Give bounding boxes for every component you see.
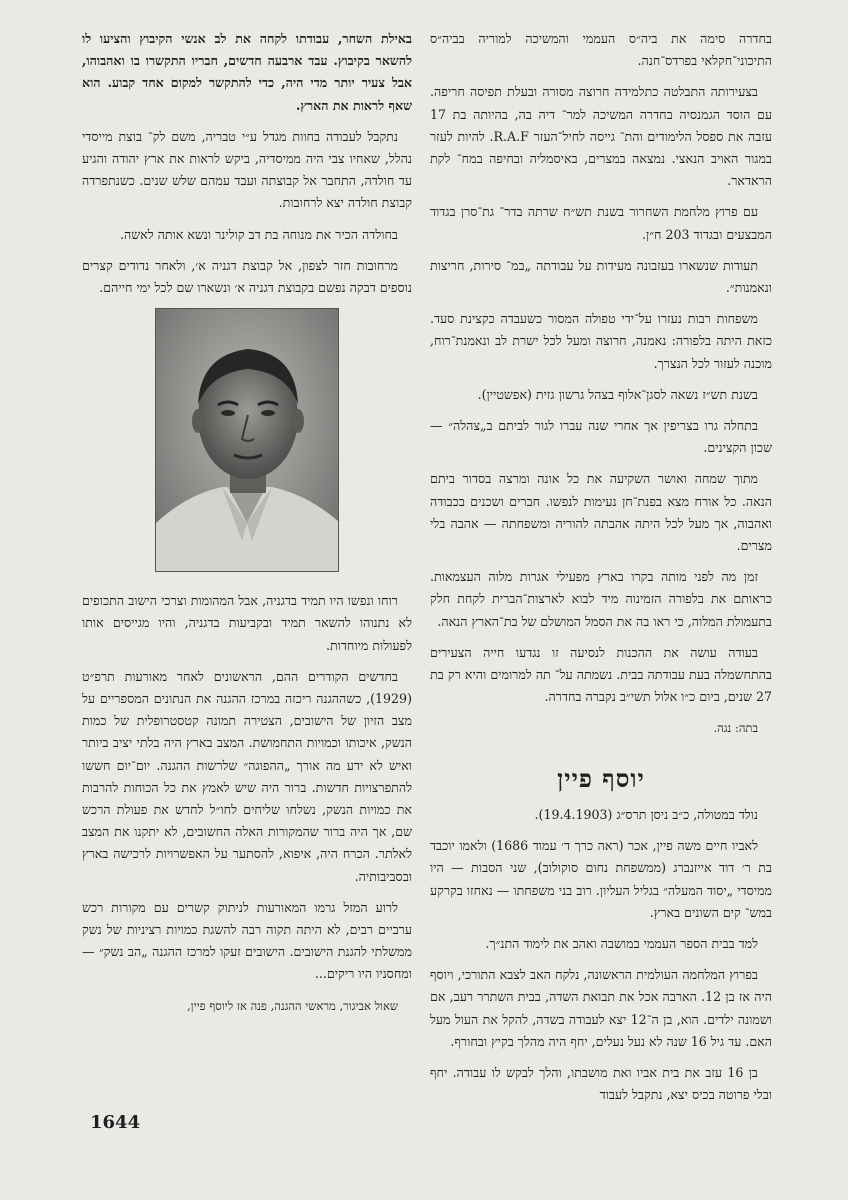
paragraph: בחדרה סימה את ביה״ס העממי והמשיכה למוריה בביה״ס התיכוני־חקלאי בפרדס־חנה. <box>430 31 772 69</box>
paragraph: בשנת תש״ז נשאה לסגן־אלוף בצהל גרשון גזית (אפשטיין). <box>477 386 758 402</box>
paragraph: נולד במטולה, כ״ב ניסן תרס״ג (19.4.1903). <box>534 806 758 822</box>
paragraph: בן 16 עזב את בית אביו ואת מושבתו, והלך לבקש לו עבודה. יחף ובלי פרוטה בכיס יצא, נתקבל לעבוד <box>430 1064 772 1103</box>
paragraph: בפרוץ המלחמה העולמית הראשונה, נלקח האב לצבא התורכי, ויוסף היה אז בן 12. הארבה אכל את תבואת השדה, בבית השתרר רעב, אם ושמונה ילדים. הוא, בן ה־12 יצא לעבודה בשדה, להקל את העול מעל האם. עד גיל 16 שנה לא נעל נעלים, יחף היה מהלך בקיץ ובחורף. <box>430 967 772 1049</box>
section-heading: יוסף פיין <box>557 763 645 793</box>
paragraph: לאביו חיים משה פיין, אכר (ראה כרך ד׳ עמוד 1686) ולאמו יוכבד בת ר׳ דוד אייזנברג (ממשפחת נחום סוקולוב), שני הסבות — היו ממיסדי „יסוד המעלה״ בגליל העליון. רוב בני משפחתו — נאחזו בקרקע במש־ קים השונים בארץ. <box>430 838 772 920</box>
paragraph: משפחות רבות נעזרו על־ידי טפולה המסור כשעבדה כקצינת סעד. כזאת היתה בלפורה: נאמנה, חרוצה ומעל לכל ישרת לב ונאמנת־רוח, מוכנה לעזור לכל הנצרך. <box>430 311 772 371</box>
portrait-illustration <box>156 309 338 571</box>
paragraph: רוחו ונפשו היו תמיד בדגניה, אבל המהומות וצרכי הישוב התכופים לא נתנוהו להשאר תמיד ובקביעות בדגניה, והיו מגייסים אותו לפעולות מיוחדות. <box>82 593 412 653</box>
paragraph: בעודה עושה את ההכנות לנסיעה זו נגדעו חייה הצעירים בהתחשמלה בעת עבודתה בבית. נשמתה על־ תה למרומים והיא רק בת 27 שנים, ביום כ״ו אלול תשי״ב נקברה בחדרה. <box>430 644 772 705</box>
paragraph: בתחלה גרו בצריפין אך אחרי שנה עברו לגור לביתם ב„צהלה״ — שכון הקצינים. <box>430 418 772 456</box>
paragraph: תעודות שנשארו בעזבונה מעידות על עבודתה „במ־ סירות, חריצות ונאמנות״. <box>430 257 772 296</box>
paragraph: עם פרוץ מלחמת השחרור בשנת תש״ח שרתה בדר־ גת־סרן בגדוד המבצעים ובגדוד 203 ח״ן. <box>430 204 772 242</box>
paragraph: נתקבל לעבודה בחוות מגדל ע״י טבריה, משם לק־ בוצת מייסדי נהלל, שאחיו צבי היה ממיסדיה, ביקש לראות את ארץ יהודה והגיע עד חולדה, התחבר אל קבוצתה ועבד עמהם שלש שנים. כשנתפרדה קבוצת חולדה יצא לרחובות. <box>82 128 412 211</box>
paragraph: שאול אביגור, מראשי ההגנה, פנה אז ליוסף פיין, <box>187 998 398 1013</box>
portrait-photo <box>155 308 339 572</box>
paragraph: בחולדה הכיר את מנוחה בת דב קולינר ונשא אותה לאשה. <box>120 226 398 242</box>
paragraph: לרוע המזל גרמו המאורעות לניתוק קשרים עם מקורות רכש ערביים רבים, לא היתה תקוה רבה להשגת כמויות רציניות של נשק ממשלתי להגנת הישובים. הישובים זעקו למרכז ההגנה „הב נשק״ — ומחסניו היו ריקים... <box>82 899 412 982</box>
paragraph: בצעירותה התבלטה כתלמידה חרוצה מסורה ובעלת תפיסה חריפה. עם הוסד הגמנסיה בחדרה המשיכה למר־ דיה בה, בהיותה בת 17 עזבה את ספסל הלימודים והת־ גייסה לחיל־העזר R.A.F. להיות לעזר במגור האויב הנאצי. נמצאה במצרים, באיסמליה ובחיפה במח־ לקת הראדאר. <box>430 84 772 189</box>
left-column <box>82 28 412 1026</box>
paragraph: מרחובות חזר לצפון, אל קבוצת דגניה א׳, ולאחר נדודים קצרים נוספים דבקה נפשם בקבוצת דגניה א׳ ונשארו שם לכל ימי חייהם. <box>82 257 412 296</box>
paragraph: מתוך שמחה ואושר השקיעה את כל אונה ומרצה בסדור ביתם הנאה. כל אורח מצא בפנת־חן נעימות לנפשו. חברים ושכנים בכבודה ואהבוה, אך מעל לכל היתה אהבתה להוריה ומשפחתה — אהבה בלי מצרים. <box>430 471 772 554</box>
page-number: 1644 <box>90 1112 141 1133</box>
paragraph: בחדשים הקודרים ההם, הראשונים לאחר מאורעות תרפ״ט (1929), כשההגנה ריכזה במרכז ההגנה את הנתונים המספריים על מצב הזיון של הישובים, הצטירה תמונה קטסטרופלית של כמות הנשק, איכותו וכמויות התחמושת. המצב בארץ היה בלתי יציב ביותר ואיש לא ידע מה אורך „ההפוגה״ שלרשות ההגנה. יום־יום חששו להתפרצויות חדשות. ברור היה שיש לאמץ את כל הכוחות להרבות את כמויות הנשק, נשלחו שליחים לחו״ל לחדש את פעולת הרכש שם, אך היה ברור שהמקורות האלה החשובים, לא יתקנו את המצב לאלתר. הכרח היה, איפוא, להסתער על האפשרויות לרכישה בארץ ובסביבותיה. <box>82 668 412 884</box>
paragraph: למד בבית הספר העממי במושבה ואהב את לימוד התנ״ך. <box>485 935 758 951</box>
right-column <box>430 28 772 1115</box>
paragraph: באילת השחר, עבודתו לקחה את לב אנשי הקיבוץ והציעו לו להשאר בקיבוץ. עבד ארבעה חדשים, חבריו התקשרו בו ואהבוהו, אבל צעיר יותר מדי היה, כדי להתקשר למקום אחד קבוע. הוא שאף לראות את הארץ. <box>82 31 412 113</box>
signature: בתה: נגה. <box>713 721 758 736</box>
paragraph: זמן מה לפני מותה בקרו בארץ מפעילי אגרות מלוה העצמאות. כראותם את בלפורה הזמינוה מיד לבוא לארצות־הברית לקחת חלק בתעמולת המלוה, כי ראו בה את הסמל המושלם של בת־הארץ הנאה. <box>430 569 772 629</box>
